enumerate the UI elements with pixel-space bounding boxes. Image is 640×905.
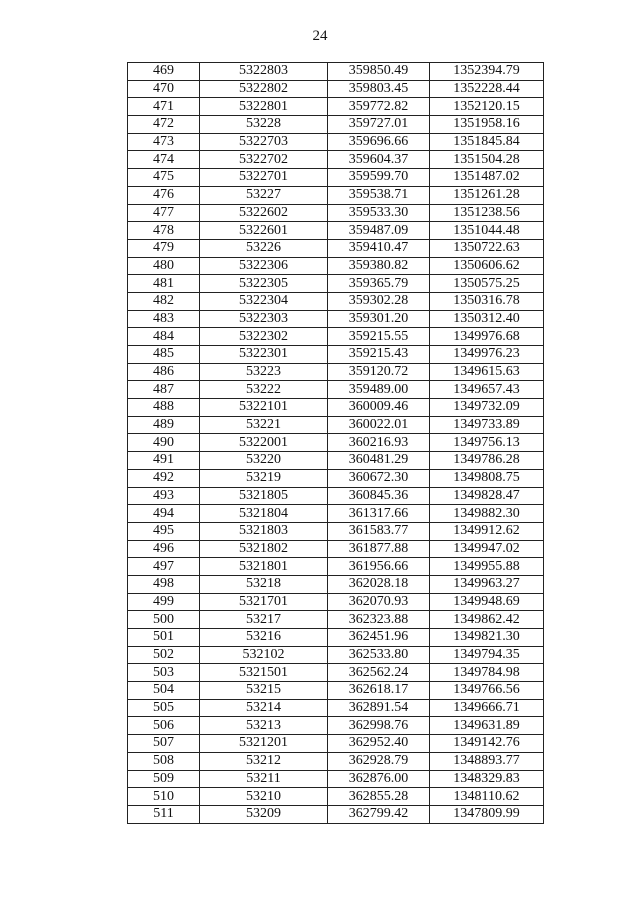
x-coordinate-cell: 359533.30 [328, 204, 430, 222]
point-number-cell: 486 [128, 363, 200, 381]
point-number-cell: 477 [128, 204, 200, 222]
y-coordinate-cell: 1349912.62 [430, 522, 544, 540]
table-row [128, 505, 544, 523]
point-id-cell: 532102 [200, 646, 328, 664]
x-coordinate-cell: 362323.88 [328, 611, 430, 629]
point-number-cell: 491 [128, 452, 200, 470]
point-id-cell: 53228 [200, 116, 328, 134]
x-coordinate-cell: 359850.49 [328, 63, 430, 81]
point-id-cell: 5322303 [200, 310, 328, 328]
table-row [128, 522, 544, 540]
point-number-cell: 502 [128, 646, 200, 664]
point-id-cell: 5321501 [200, 664, 328, 682]
y-coordinate-cell: 1349794.35 [430, 646, 544, 664]
point-id-cell: 5322101 [200, 399, 328, 417]
y-coordinate-cell: 1349882.30 [430, 505, 544, 523]
y-coordinate-cell: 1349828.47 [430, 487, 544, 505]
y-coordinate-cell: 1349756.13 [430, 434, 544, 452]
x-coordinate-cell: 359365.79 [328, 275, 430, 293]
point-number-cell: 489 [128, 416, 200, 434]
coordinates-table [127, 62, 544, 824]
x-coordinate-cell: 359215.55 [328, 328, 430, 346]
y-coordinate-cell: 1349947.02 [430, 540, 544, 558]
table-row [128, 664, 544, 682]
x-coordinate-cell: 359599.70 [328, 169, 430, 187]
y-coordinate-cell: 1350312.40 [430, 310, 544, 328]
x-coordinate-cell: 359604.37 [328, 151, 430, 169]
point-number-cell: 507 [128, 735, 200, 753]
table-row [128, 487, 544, 505]
y-coordinate-cell: 1352120.15 [430, 98, 544, 116]
x-coordinate-cell: 360481.29 [328, 452, 430, 470]
y-coordinate-cell: 1349615.63 [430, 363, 544, 381]
table-row [128, 98, 544, 116]
point-number-cell: 485 [128, 346, 200, 364]
point-number-cell: 472 [128, 116, 200, 134]
point-number-cell: 497 [128, 558, 200, 576]
point-id-cell: 5322801 [200, 98, 328, 116]
table-row [128, 682, 544, 700]
x-coordinate-cell: 360009.46 [328, 399, 430, 417]
x-coordinate-cell: 361583.77 [328, 522, 430, 540]
x-coordinate-cell: 362562.24 [328, 664, 430, 682]
table-row [128, 151, 544, 169]
point-id-cell: 53217 [200, 611, 328, 629]
point-id-cell: 53220 [200, 452, 328, 470]
point-id-cell: 53227 [200, 186, 328, 204]
point-id-cell: 53214 [200, 699, 328, 717]
point-id-cell: 53221 [200, 416, 328, 434]
y-coordinate-cell: 1349657.43 [430, 381, 544, 399]
table-row [128, 416, 544, 434]
table-row [128, 611, 544, 629]
point-number-cell: 495 [128, 522, 200, 540]
table-row [128, 63, 544, 81]
y-coordinate-cell: 1351958.16 [430, 116, 544, 134]
y-coordinate-cell: 1347809.99 [430, 805, 544, 823]
y-coordinate-cell: 1349666.71 [430, 699, 544, 717]
y-coordinate-cell: 1348329.83 [430, 770, 544, 788]
point-id-cell: 53218 [200, 575, 328, 593]
point-number-cell: 511 [128, 805, 200, 823]
table-row [128, 699, 544, 717]
x-coordinate-cell: 359215.43 [328, 346, 430, 364]
point-number-cell: 480 [128, 257, 200, 275]
point-number-cell: 479 [128, 239, 200, 257]
y-coordinate-cell: 1349976.23 [430, 346, 544, 364]
point-number-cell: 510 [128, 788, 200, 806]
y-coordinate-cell: 1349766.56 [430, 682, 544, 700]
y-coordinate-cell: 1349142.76 [430, 735, 544, 753]
y-coordinate-cell: 1349732.09 [430, 399, 544, 417]
table-row [128, 363, 544, 381]
point-id-cell: 5322803 [200, 63, 328, 81]
point-id-cell: 5322001 [200, 434, 328, 452]
point-number-cell: 494 [128, 505, 200, 523]
y-coordinate-cell: 1349786.28 [430, 452, 544, 470]
table-row [128, 540, 544, 558]
table-row [128, 186, 544, 204]
y-coordinate-cell: 1351487.02 [430, 169, 544, 187]
point-id-cell: 5322701 [200, 169, 328, 187]
x-coordinate-cell: 359120.72 [328, 363, 430, 381]
point-number-cell: 492 [128, 469, 200, 487]
x-coordinate-cell: 359803.45 [328, 80, 430, 98]
point-id-cell: 5322302 [200, 328, 328, 346]
table-row [128, 452, 544, 470]
table-row [128, 788, 544, 806]
point-number-cell: 478 [128, 222, 200, 240]
x-coordinate-cell: 362451.96 [328, 629, 430, 647]
x-coordinate-cell: 361317.66 [328, 505, 430, 523]
x-coordinate-cell: 362952.40 [328, 735, 430, 753]
point-number-cell: 483 [128, 310, 200, 328]
table-row [128, 133, 544, 151]
x-coordinate-cell: 362070.93 [328, 593, 430, 611]
table-row [128, 717, 544, 735]
point-id-cell: 53209 [200, 805, 328, 823]
point-number-cell: 469 [128, 63, 200, 81]
point-number-cell: 473 [128, 133, 200, 151]
y-coordinate-cell: 1348110.62 [430, 788, 544, 806]
x-coordinate-cell: 362028.18 [328, 575, 430, 593]
table-row [128, 346, 544, 364]
x-coordinate-cell: 362855.28 [328, 788, 430, 806]
point-number-cell: 504 [128, 682, 200, 700]
x-coordinate-cell: 362876.00 [328, 770, 430, 788]
x-coordinate-cell: 362891.54 [328, 699, 430, 717]
y-coordinate-cell: 1351845.84 [430, 133, 544, 151]
point-id-cell: 5321802 [200, 540, 328, 558]
x-coordinate-cell: 362533.80 [328, 646, 430, 664]
table-row [128, 381, 544, 399]
y-coordinate-cell: 1350575.25 [430, 275, 544, 293]
point-id-cell: 5322802 [200, 80, 328, 98]
x-coordinate-cell: 359487.09 [328, 222, 430, 240]
y-coordinate-cell: 1349821.30 [430, 629, 544, 647]
y-coordinate-cell: 1351261.28 [430, 186, 544, 204]
point-id-cell: 53223 [200, 363, 328, 381]
y-coordinate-cell: 1349784.98 [430, 664, 544, 682]
table-row [128, 328, 544, 346]
x-coordinate-cell: 360845.36 [328, 487, 430, 505]
y-coordinate-cell: 1350316.78 [430, 292, 544, 310]
point-number-cell: 503 [128, 664, 200, 682]
y-coordinate-cell: 1349808.75 [430, 469, 544, 487]
point-id-cell: 53212 [200, 752, 328, 770]
table-row [128, 469, 544, 487]
point-id-cell: 53210 [200, 788, 328, 806]
table-row [128, 752, 544, 770]
table-row [128, 558, 544, 576]
y-coordinate-cell: 1348893.77 [430, 752, 544, 770]
x-coordinate-cell: 362618.17 [328, 682, 430, 700]
x-coordinate-cell: 359302.28 [328, 292, 430, 310]
point-id-cell: 5322703 [200, 133, 328, 151]
table-row [128, 257, 544, 275]
point-number-cell: 509 [128, 770, 200, 788]
x-coordinate-cell: 360216.93 [328, 434, 430, 452]
point-number-cell: 484 [128, 328, 200, 346]
point-id-cell: 5322301 [200, 346, 328, 364]
point-id-cell: 5321801 [200, 558, 328, 576]
point-number-cell: 481 [128, 275, 200, 293]
y-coordinate-cell: 1349948.69 [430, 593, 544, 611]
point-id-cell: 5321201 [200, 735, 328, 753]
point-number-cell: 490 [128, 434, 200, 452]
point-number-cell: 508 [128, 752, 200, 770]
y-coordinate-cell: 1351044.48 [430, 222, 544, 240]
point-id-cell: 5322305 [200, 275, 328, 293]
point-id-cell: 5322601 [200, 222, 328, 240]
table-row [128, 80, 544, 98]
y-coordinate-cell: 1349733.89 [430, 416, 544, 434]
point-id-cell: 5321803 [200, 522, 328, 540]
point-id-cell: 5321804 [200, 505, 328, 523]
x-coordinate-cell: 362799.42 [328, 805, 430, 823]
table-row [128, 292, 544, 310]
x-coordinate-cell: 362998.76 [328, 717, 430, 735]
point-number-cell: 476 [128, 186, 200, 204]
point-number-cell: 475 [128, 169, 200, 187]
table-row [128, 169, 544, 187]
point-number-cell: 470 [128, 80, 200, 98]
point-number-cell: 500 [128, 611, 200, 629]
point-number-cell: 506 [128, 717, 200, 735]
table-row [128, 116, 544, 134]
point-number-cell: 482 [128, 292, 200, 310]
x-coordinate-cell: 359772.82 [328, 98, 430, 116]
point-number-cell: 498 [128, 575, 200, 593]
point-number-cell: 487 [128, 381, 200, 399]
point-number-cell: 474 [128, 151, 200, 169]
point-number-cell: 471 [128, 98, 200, 116]
point-id-cell: 53215 [200, 682, 328, 700]
table-row [128, 310, 544, 328]
table-row [128, 204, 544, 222]
point-number-cell: 493 [128, 487, 200, 505]
x-coordinate-cell: 359489.00 [328, 381, 430, 399]
table-row [128, 593, 544, 611]
point-number-cell: 505 [128, 699, 200, 717]
point-id-cell: 5322702 [200, 151, 328, 169]
point-id-cell: 53226 [200, 239, 328, 257]
point-id-cell: 5322304 [200, 292, 328, 310]
point-number-cell: 496 [128, 540, 200, 558]
table-row [128, 434, 544, 452]
table-body [128, 63, 544, 824]
point-id-cell: 5322306 [200, 257, 328, 275]
table-row [128, 646, 544, 664]
table-row [128, 239, 544, 257]
x-coordinate-cell: 359727.01 [328, 116, 430, 134]
point-id-cell: 5321805 [200, 487, 328, 505]
x-coordinate-cell: 361956.66 [328, 558, 430, 576]
table-row [128, 735, 544, 753]
point-id-cell: 53219 [200, 469, 328, 487]
table-row [128, 629, 544, 647]
point-id-cell: 5322602 [200, 204, 328, 222]
x-coordinate-cell: 359538.71 [328, 186, 430, 204]
table-row [128, 770, 544, 788]
y-coordinate-cell: 1349862.42 [430, 611, 544, 629]
point-id-cell: 53216 [200, 629, 328, 647]
y-coordinate-cell: 1349963.27 [430, 575, 544, 593]
y-coordinate-cell: 1352394.79 [430, 63, 544, 81]
point-number-cell: 488 [128, 399, 200, 417]
x-coordinate-cell: 361877.88 [328, 540, 430, 558]
x-coordinate-cell: 359380.82 [328, 257, 430, 275]
y-coordinate-cell: 1349976.68 [430, 328, 544, 346]
table-row [128, 399, 544, 417]
table-row [128, 575, 544, 593]
y-coordinate-cell: 1349955.88 [430, 558, 544, 576]
x-coordinate-cell: 359696.66 [328, 133, 430, 151]
point-id-cell: 5321701 [200, 593, 328, 611]
table-row [128, 275, 544, 293]
x-coordinate-cell: 362928.79 [328, 752, 430, 770]
y-coordinate-cell: 1349631.89 [430, 717, 544, 735]
y-coordinate-cell: 1351504.28 [430, 151, 544, 169]
y-coordinate-cell: 1350722.63 [430, 239, 544, 257]
table-row [128, 805, 544, 823]
page-number: 24 [312, 28, 328, 44]
y-coordinate-cell: 1351238.56 [430, 204, 544, 222]
x-coordinate-cell: 360672.30 [328, 469, 430, 487]
point-number-cell: 499 [128, 593, 200, 611]
y-coordinate-cell: 1350606.62 [430, 257, 544, 275]
point-id-cell: 53213 [200, 717, 328, 735]
x-coordinate-cell: 360022.01 [328, 416, 430, 434]
point-number-cell: 501 [128, 629, 200, 647]
table-row [128, 222, 544, 240]
x-coordinate-cell: 359301.20 [328, 310, 430, 328]
y-coordinate-cell: 1352228.44 [430, 80, 544, 98]
point-id-cell: 53211 [200, 770, 328, 788]
x-coordinate-cell: 359410.47 [328, 239, 430, 257]
point-id-cell: 53222 [200, 381, 328, 399]
